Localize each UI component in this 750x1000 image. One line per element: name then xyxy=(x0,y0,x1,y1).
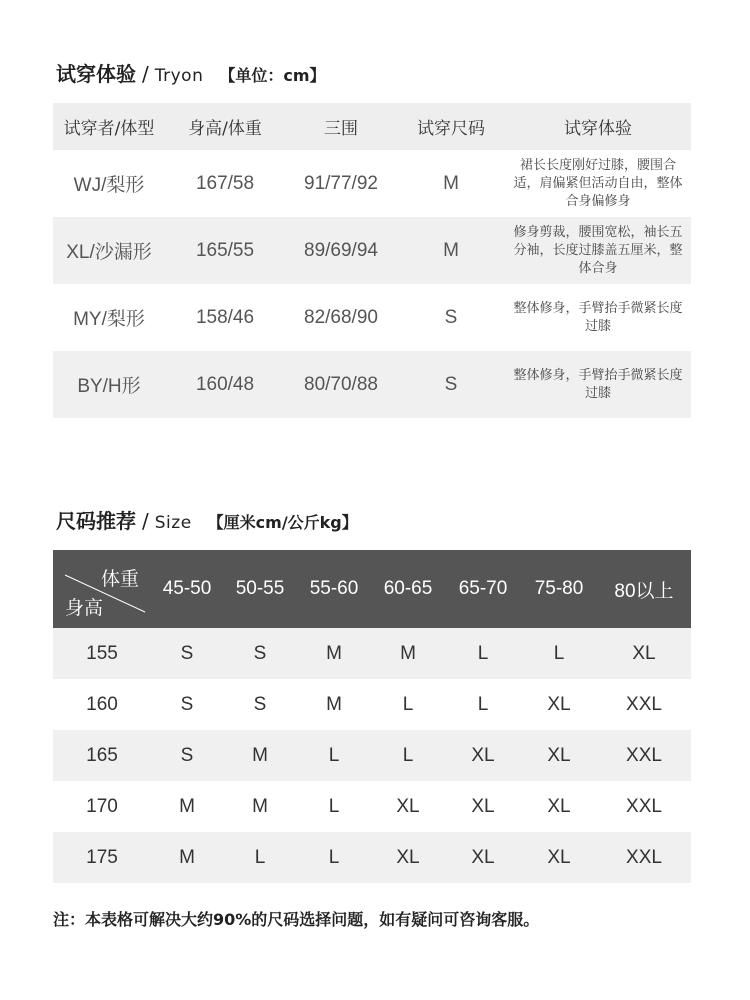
size-title xyxy=(56,505,358,534)
tryon-cell: M xyxy=(397,217,505,284)
tryon-row xyxy=(53,284,691,351)
tryon-cell: S xyxy=(397,351,505,418)
tryon-cell-experience: 整体修身，手臂抬手微紧长度过膝 xyxy=(513,300,683,334)
tryon-cell: 82/68/90 xyxy=(304,306,378,328)
tryon-header-row xyxy=(53,103,691,150)
tryon-cell: BY/H形 xyxy=(53,351,165,418)
tryon-title-cn: 试穿体验 xyxy=(56,62,136,86)
size-height-cell: 175 xyxy=(53,832,151,883)
size-cell: L xyxy=(402,693,414,715)
size-cell: L xyxy=(371,730,445,781)
size-cell: L xyxy=(477,693,489,715)
corner-weight-label: 体重 xyxy=(100,568,139,590)
tryon-cell-experience: 整体修身，手臂抬手微紧长度过膝 xyxy=(505,351,691,418)
size-row xyxy=(53,679,691,730)
size-title-slash: / xyxy=(142,509,149,533)
size-cell: XL xyxy=(471,795,495,817)
size-unit: 【厘米cm/公斤kg】 xyxy=(207,513,358,532)
size-cell: S xyxy=(151,730,223,781)
tryon-header-cell: 试穿体验 xyxy=(505,103,691,150)
size-cell: M xyxy=(179,795,195,817)
tryon-header-cell: 身高/体重 xyxy=(165,103,285,150)
tryon-title-slash: / xyxy=(142,62,149,86)
size-cell: L xyxy=(445,628,521,679)
size-weight-header: 65-70 xyxy=(445,550,521,628)
size-row xyxy=(53,730,691,781)
tryon-cell: WJ/梨形 xyxy=(73,175,145,196)
tryon-row xyxy=(53,217,691,284)
size-cell: S xyxy=(223,628,297,679)
size-cell: XL xyxy=(521,730,597,781)
tryon-title-en: Tryon xyxy=(154,66,204,86)
tryon-cell: 91/77/92 xyxy=(304,172,378,194)
size-cell: XL xyxy=(597,628,691,679)
tryon-cell: M xyxy=(443,172,459,194)
size-cell: XXL xyxy=(597,730,691,781)
size-row xyxy=(53,628,691,679)
tryon-row xyxy=(53,150,691,217)
size-cell: L xyxy=(521,628,597,679)
size-cell: XL xyxy=(371,832,445,883)
tryon-cell: 158/46 xyxy=(195,306,255,328)
tryon-cell: 167/58 xyxy=(195,172,255,194)
size-cell: M xyxy=(151,832,223,883)
size-height-cell: 165 xyxy=(53,730,151,781)
size-cell: M xyxy=(252,795,268,817)
size-cell: S xyxy=(253,693,267,715)
tryon-cell: 89/69/94 xyxy=(285,217,397,284)
size-cell: S xyxy=(151,628,223,679)
tryon-cell: S xyxy=(444,306,458,328)
size-corner-diagonal xyxy=(53,550,151,628)
tryon-cell: 80/70/88 xyxy=(285,351,397,418)
size-height-cell: 160 xyxy=(86,693,118,715)
size-cell: XL xyxy=(521,832,597,883)
size-height-cell: 155 xyxy=(53,628,151,679)
size-weight-header: 75-80 xyxy=(521,550,597,628)
tryon-header-cell: 三围 xyxy=(285,103,397,150)
size-cell: L xyxy=(328,795,340,817)
size-cell: L xyxy=(297,730,371,781)
size-weight-header: 80以上 xyxy=(597,550,691,628)
size-cell: M xyxy=(371,628,445,679)
tryon-cell-experience: 裙长长度刚好过膝，腰围合适，肩偏紧但活动自由，整体合身偏修身 xyxy=(513,157,683,209)
size-cell: M xyxy=(326,693,342,715)
size-cell: XXL xyxy=(626,693,662,715)
size-header-row xyxy=(53,550,691,628)
tryon-unit: 【单位：cm】 xyxy=(219,66,326,85)
size-cell: XXL xyxy=(626,795,662,817)
size-cell: XXL xyxy=(597,832,691,883)
size-cell: L xyxy=(223,832,297,883)
tryon-table xyxy=(53,103,691,418)
size-height-cell: 170 xyxy=(86,795,118,817)
tryon-row xyxy=(53,351,691,418)
size-corner-cell xyxy=(53,550,151,628)
tryon-cell: 160/48 xyxy=(165,351,285,418)
footnote: 注：本表格可解决大约90%的尺码选择问题，如有疑问可咨询客服。 xyxy=(53,910,540,929)
size-cell: XL xyxy=(547,795,571,817)
size-row xyxy=(53,781,691,832)
tryon-title xyxy=(56,58,326,87)
tryon-cell: XL/沙漏形 xyxy=(53,217,165,284)
tryon-cell: MY/梨形 xyxy=(73,309,145,330)
size-cell: XL xyxy=(547,693,571,715)
size-cell: M xyxy=(297,628,371,679)
size-title-en: Size xyxy=(154,513,192,533)
size-cell: S xyxy=(180,693,194,715)
size-cell: L xyxy=(297,832,371,883)
size-weight-header: 60-65 xyxy=(371,550,445,628)
tryon-cell-experience: 修身剪裁，腰围宽松，袖长五分袖，长度过膝盖五厘米，整体合身 xyxy=(505,217,691,284)
size-cell: M xyxy=(223,730,297,781)
size-cell: XL xyxy=(396,795,420,817)
size-title-cn: 尺码推荐 xyxy=(56,509,136,533)
size-cell: XL xyxy=(445,730,521,781)
size-table xyxy=(53,550,691,883)
size-weight-header: 45-50 xyxy=(151,550,223,628)
size-weight-header: 50-55 xyxy=(223,550,297,628)
size-cell: XL xyxy=(445,832,521,883)
tryon-header-cell: 试穿尺码 xyxy=(397,103,505,150)
size-row xyxy=(53,832,691,883)
size-weight-header: 55-60 xyxy=(297,550,371,628)
tryon-header-cell: 试穿者/体型 xyxy=(53,103,165,150)
corner-height-label: 身高 xyxy=(65,597,104,619)
tryon-cell: 165/55 xyxy=(165,217,285,284)
